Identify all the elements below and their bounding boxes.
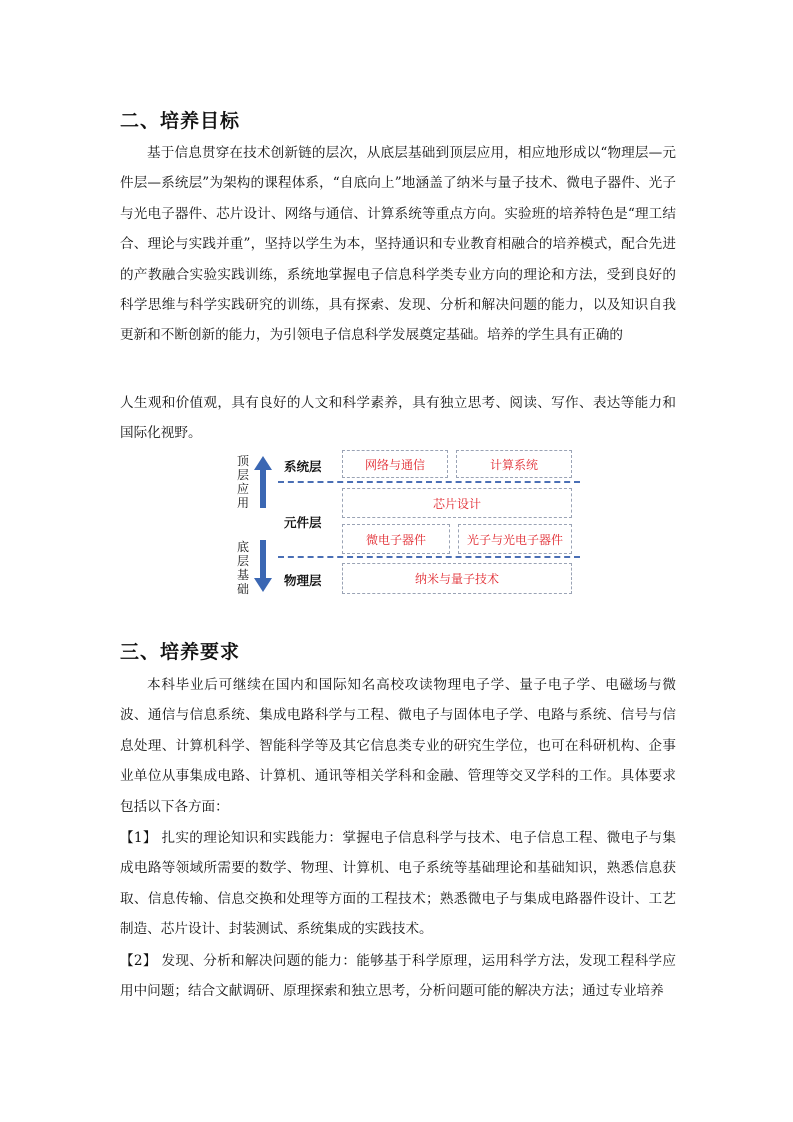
layer-label-physical: 物理层: [284, 573, 322, 588]
separator-component-physical: [278, 556, 580, 558]
direction-arrows: [252, 456, 274, 596]
section-heading-goals: 二、培养目标: [120, 110, 241, 132]
layer-label-component: 元件层: [284, 515, 322, 530]
box-computing-system: 计算系统: [456, 450, 572, 478]
up-arrow-icon: [254, 456, 272, 508]
requirements-paragraph: 本科毕业后可继续在国内和国际知名高校攻读物理电子学、量子电子学、电磁场与微波、通信与信息系统、集成电路科学与工程、微电子与固体电子学、电路与系统、信号与信息处理、计算机科学、智能科学等及其它信息类专业的研究生学位，也可在科研机构、企事业单位从事集成电路、计算机、通讯等相关学科和金融、管理等交叉学科的工作。具体要求包括以下各方面：: [120, 677, 676, 815]
requirement-item-1: [120, 823, 676, 945]
section-heading-requirements: 三、培养要求: [120, 641, 241, 663]
box-photonic-devices: 光子与光电子器件: [458, 524, 572, 554]
item-2-marker: 【2】: [120, 953, 157, 969]
down-arrow-icon: [254, 540, 272, 592]
requirement-item-2: [120, 946, 676, 1007]
bottom-foundation-label: 底层基础: [236, 540, 249, 596]
item-1-marker: 【1】: [120, 830, 157, 846]
box-nano-quantum: 纳米与量子技术: [342, 563, 572, 594]
layer-architecture-diagram: [230, 448, 580, 598]
box-microelectronic-devices: 微电子器件: [342, 524, 450, 554]
item-2-text: 发现、分析和解决问题的能力：能够基于科学原理，运用科学方法，发现工程科学应用中问题；结合文献调研、原理探索和独立思考，分析问题可能的解决方法；通过专业培养: [120, 953, 676, 1000]
layer-label-system: 系统层: [284, 459, 322, 474]
box-network-communication: 网络与通信: [342, 450, 448, 478]
item-1-text: 扎实的理论知识和实践能力：掌握电子信息科学与技术、电子信息工程、微电子与集成电路等领域所需要的数学、物理、计算机、电子系统等基础理论和基础知识，熟悉信息获取、信息传输、信息交换和处理等方面的工程技术；熟悉微电子与集成电路器件设计、工艺制造、芯片设计、封装测试、系统集成的实践技术。: [120, 830, 676, 938]
separator-system-component: [278, 481, 580, 483]
goals-paragraph-2: 人生观和价值观，具有良好的人文和科学素养，具有独立思考、阅读、写作、表达等能力和国际化视野。: [120, 395, 676, 442]
goals-paragraph-1: 基于信息贯穿在技术创新链的层次，从底层基础到顶层应用，相应地形成以“物理层—元件层—系统层”为架构的课程体系，“自底向上”地涵盖了纳米与量子技术、微电子器件、光子与光电子器件、芯片设计、网络与通信、计算系统等重点方向。实验班的培养特色是“理工结合、理论与实践并重”，坚持以学生为本，坚持通识和专业教育相融合的培养模式，配合先进的产教融合实验实践训练，系统地掌握电子信息科学类专业方向的理论和方法，受到良好的科学思维与科学实践研究的训练，具有探索、发现、分析和解决问题的能力，以及知识自我更新和不断创新的能力，为引领电子信息科学发展奠定基础。培养的学生具有正确的: [120, 145, 676, 344]
box-chip-design: 芯片设计: [342, 488, 572, 518]
top-application-label: 顶层应用: [236, 454, 249, 510]
